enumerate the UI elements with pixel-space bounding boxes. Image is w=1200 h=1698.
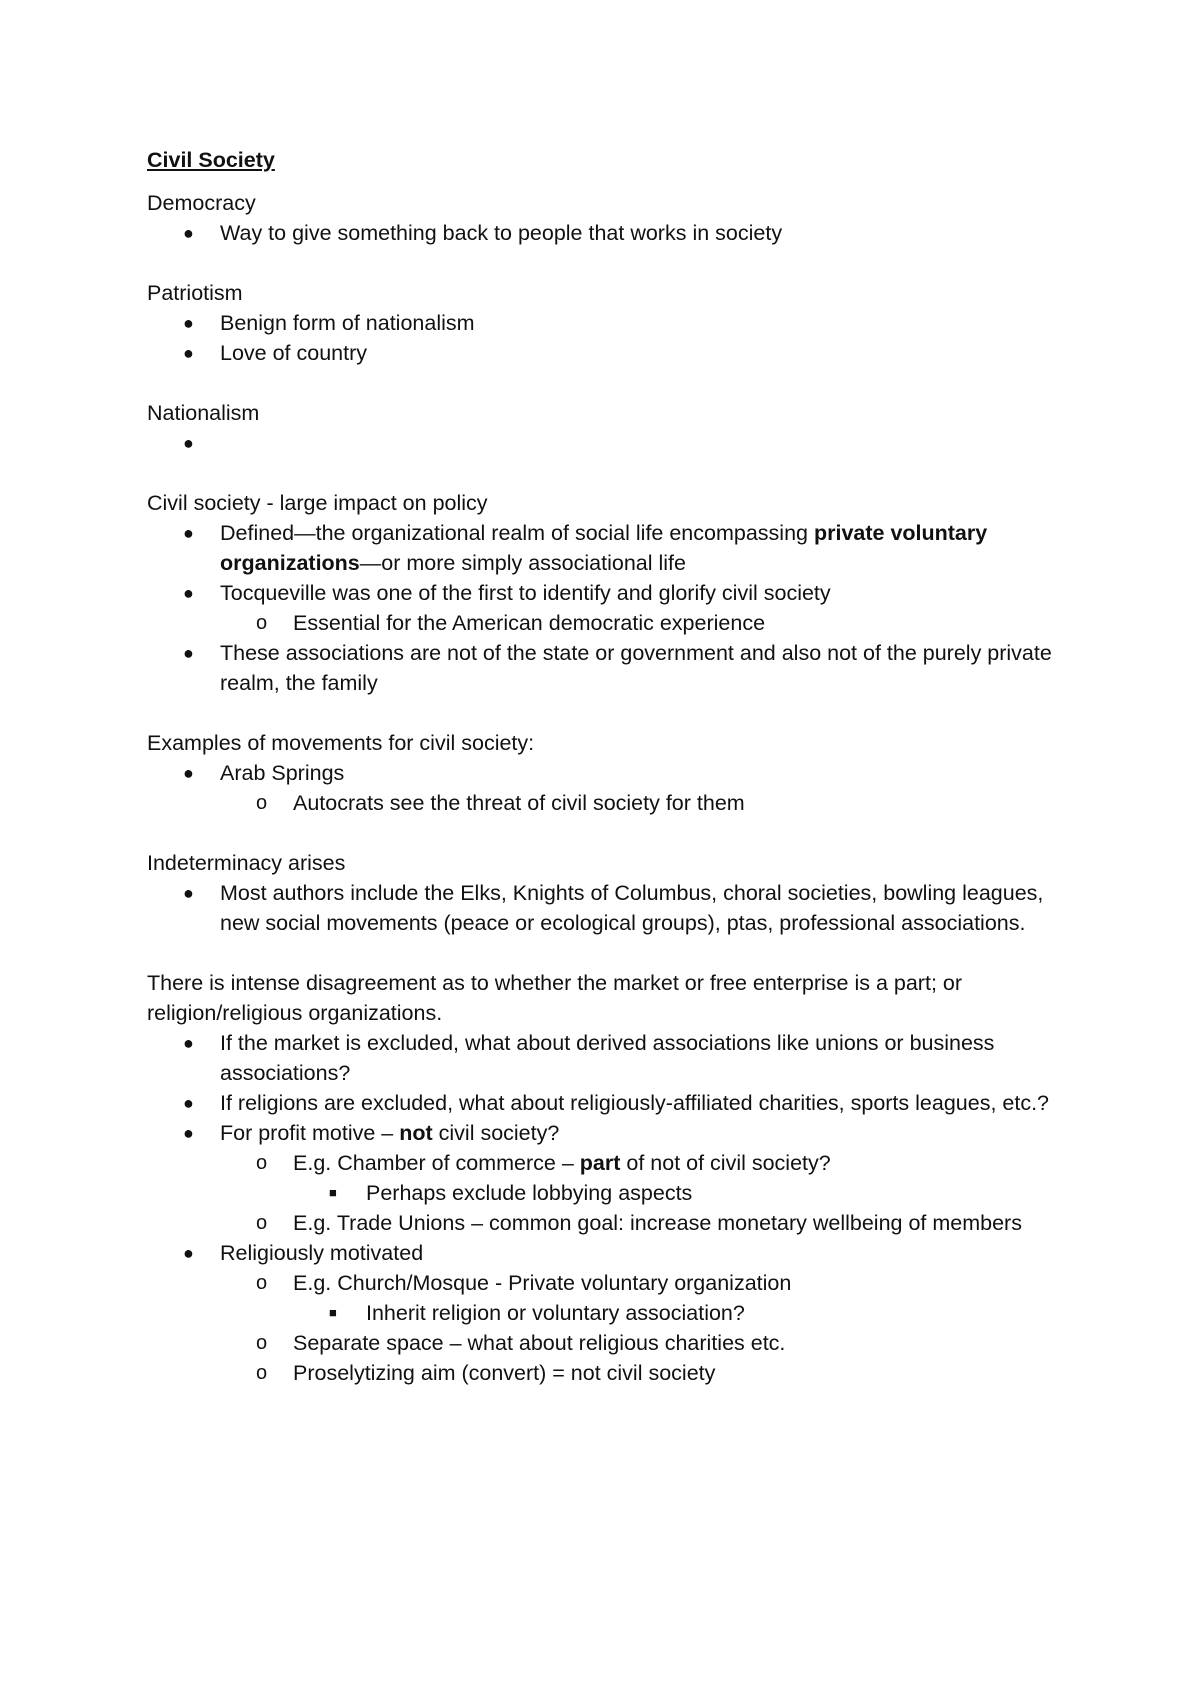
text-run: E.g. Chamber of commerce – <box>293 1151 580 1175</box>
section-heading: Nationalism <box>147 401 260 425</box>
section-heading: Civil society - large impact on policy <box>147 491 488 515</box>
sub-list-item <box>147 608 1067 638</box>
document-title: Civil Society <box>147 148 275 172</box>
text-run: of not of civil society? <box>620 1151 831 1175</box>
list-item <box>147 338 1067 368</box>
sub-list-item <box>147 1148 1067 1178</box>
bold-text: not <box>399 1121 433 1145</box>
list-item <box>147 1028 1067 1088</box>
sub-sub-list-item <box>147 1298 1067 1328</box>
bullet-list <box>147 758 1067 818</box>
list-item-text: Most authors include the Elks, Knights of Columbus, choral societies, bowling leagues, new social movements (peace or ecological groups), ptas, professional associations. <box>220 881 1044 935</box>
bullet-list <box>147 518 1067 698</box>
circle-bullet-icon: o <box>256 1152 268 1174</box>
section-heading: Examples of movements for civil society: <box>147 731 535 755</box>
list-item <box>147 218 1067 248</box>
list-item-text: Tocqueville was one of the first to identify and glorify civil society <box>220 581 831 605</box>
paragraph: There is intense disagreement as to whether the market or free enterprise is a part; or religion/religious organizations. <box>147 971 963 1025</box>
square-bullet-icon: ■ <box>329 1185 337 1200</box>
sub-list-item <box>147 788 1067 818</box>
list-item <box>147 578 1067 608</box>
section-civil-society <box>147 488 1067 698</box>
list-item-text: Benign form of nationalism <box>220 311 475 335</box>
bullet-icon: ● <box>183 643 194 663</box>
list-item <box>147 518 1067 578</box>
square-bullet-icon: ■ <box>329 1305 337 1320</box>
sub-list-item <box>147 1268 1067 1298</box>
list-item <box>147 1088 1067 1118</box>
list-item-text: If religions are excluded, what about religiously-affiliated charities, sports leagues, etc.? <box>220 1091 1049 1115</box>
bullet-list <box>147 878 1067 938</box>
section-patriotism <box>147 278 1067 368</box>
list-item-text: E.g. Trade Unions – common goal: increase monetary wellbeing of members <box>293 1211 1022 1235</box>
bullet-list <box>147 428 1067 458</box>
list-item-text: Essential for the American democratic experience <box>293 611 766 635</box>
list-item-text: Inherit religion or voluntary association? <box>366 1301 745 1325</box>
section-examples <box>147 728 1067 818</box>
list-item-text: Love of country <box>220 341 368 365</box>
bullet-icon: ● <box>183 223 194 243</box>
bullet-list <box>147 1028 1067 1388</box>
list-item-text: Proselytizing aim (convert) = not civil society <box>293 1361 716 1385</box>
list-item-text: Autocrats see the threat of civil society for them <box>293 791 745 815</box>
text-run: For profit motive – <box>220 1121 400 1145</box>
bullet-list <box>147 218 1067 248</box>
sub-list-item <box>147 1358 1067 1388</box>
bullet-icon: ● <box>183 1093 194 1113</box>
list-item-text: These associations are not of the state or government and also not of the purely private realm, the family <box>220 641 1052 695</box>
bold-text: private voluntary organizations <box>220 521 988 575</box>
list-item <box>147 638 1067 698</box>
list-item-text: E.g. Church/Mosque - Private voluntary organization <box>293 1271 792 1295</box>
sub-list-item <box>147 1328 1067 1358</box>
section-heading: Patriotism <box>147 281 243 305</box>
text-run: —or more simply associational life <box>359 551 686 575</box>
bold-text: part <box>579 1151 621 1175</box>
list-item <box>147 878 1067 938</box>
list-item-text: Perhaps exclude lobbying aspects <box>366 1181 693 1205</box>
bullet-icon: ● <box>183 433 194 453</box>
sub-list-item <box>147 1208 1067 1238</box>
list-item <box>147 308 1067 338</box>
bullet-icon: ● <box>183 1243 194 1263</box>
section-indeterminacy <box>147 848 1067 938</box>
section-democracy <box>147 188 1067 248</box>
list-item-text: Way to give something back to people that works in society <box>220 221 783 245</box>
text-run: Defined—the organizational realm of social life encompassing <box>220 521 814 545</box>
bullet-icon: ● <box>183 583 194 603</box>
bullet-icon: ● <box>183 763 194 783</box>
bullet-icon: ● <box>183 523 194 543</box>
bullet-icon: ● <box>183 1033 194 1053</box>
bullet-list <box>147 308 1067 368</box>
list-item-text: Arab Springs <box>220 761 345 785</box>
list-item-text: Separate space – what about religious charities etc. <box>293 1331 786 1355</box>
bullet-icon: ● <box>183 1123 194 1143</box>
circle-bullet-icon: o <box>256 612 268 634</box>
circle-bullet-icon: o <box>256 1272 268 1294</box>
document-page <box>147 145 1067 1418</box>
list-item <box>147 1238 1067 1268</box>
circle-bullet-icon: o <box>256 1362 268 1384</box>
sub-sub-list-item <box>147 1178 1067 1208</box>
list-item <box>147 1118 1067 1148</box>
section-nationalism <box>147 398 1067 458</box>
section-disagreement <box>147 968 1067 1388</box>
circle-bullet-icon: o <box>256 1332 268 1354</box>
bullet-icon: ● <box>183 343 194 363</box>
text-run: civil society? <box>432 1121 560 1145</box>
circle-bullet-icon: o <box>256 792 268 814</box>
section-heading: Democracy <box>147 191 256 215</box>
list-item-empty <box>147 428 1067 458</box>
section-heading: Indeterminacy arises <box>147 851 346 875</box>
list-item-text: If the market is excluded, what about derived associations like unions or business associations? <box>220 1031 995 1085</box>
list-item-text: Religiously motivated <box>220 1241 424 1265</box>
circle-bullet-icon: o <box>256 1212 268 1234</box>
bullet-icon: ● <box>183 313 194 333</box>
list-item <box>147 758 1067 788</box>
bullet-icon: ● <box>183 883 194 903</box>
